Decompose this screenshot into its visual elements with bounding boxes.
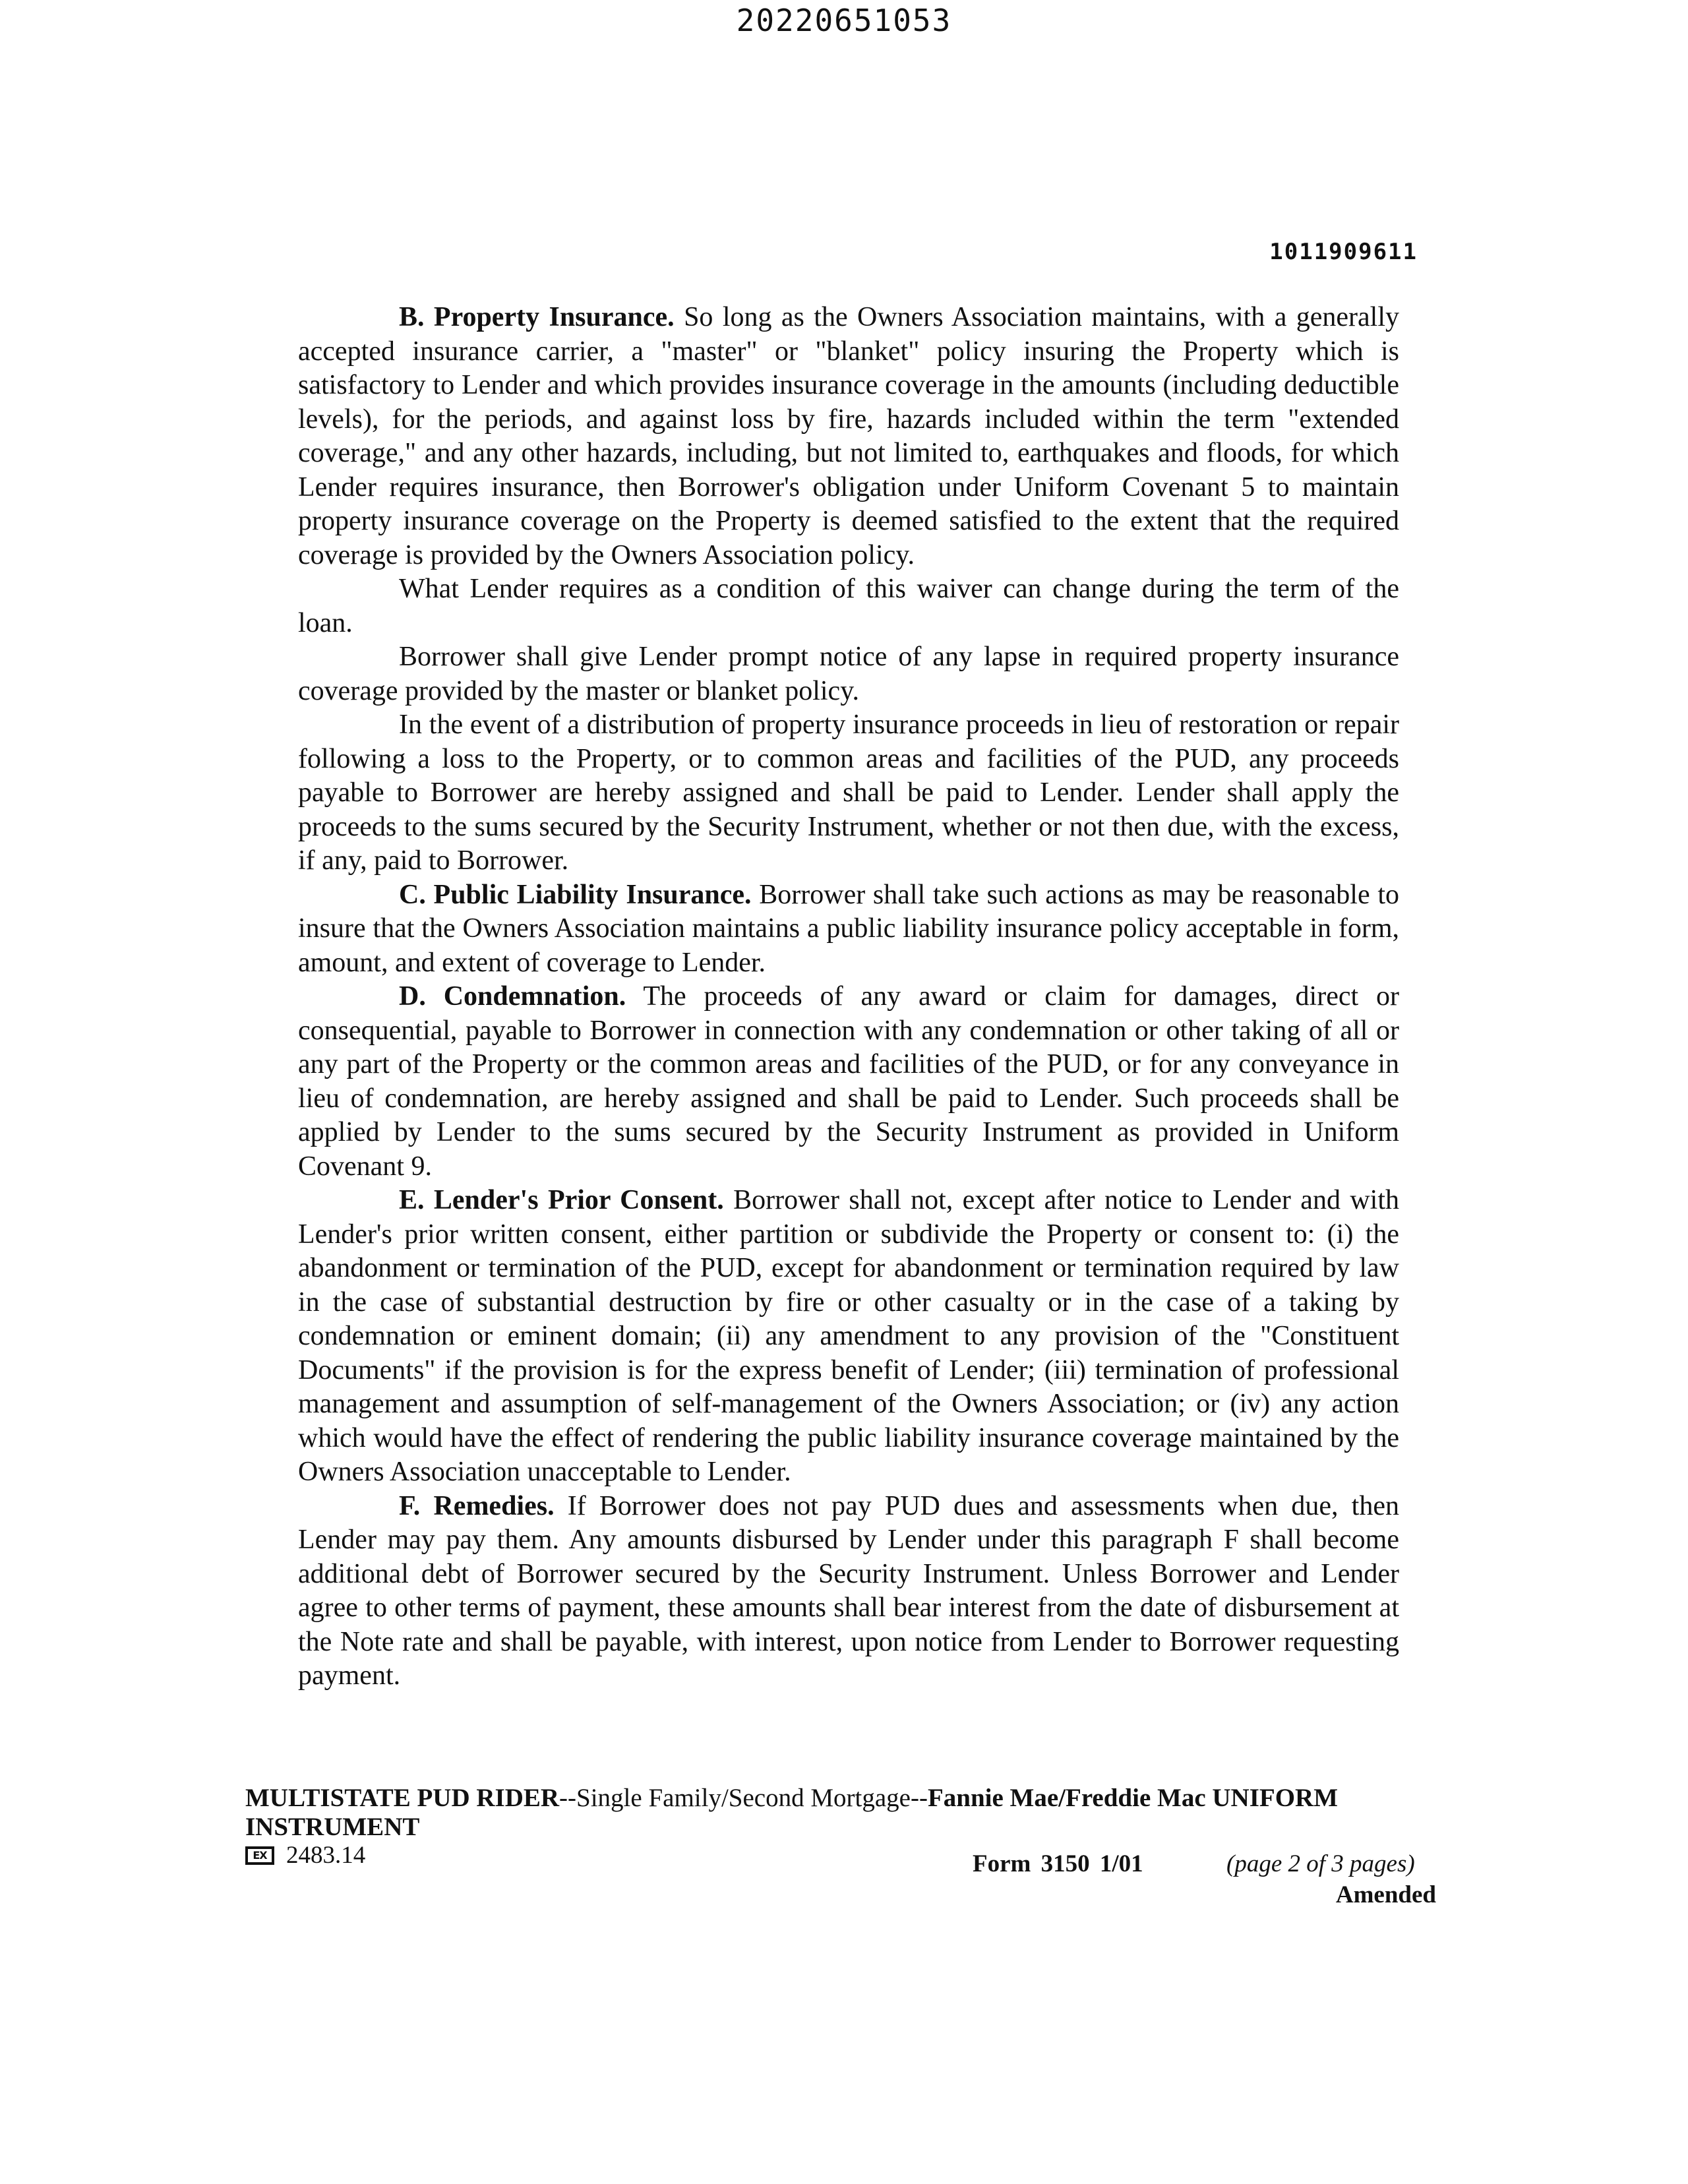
section-f-text: If Borrower does not pay PUD dues and assessments when due, then Lender may pay them. Any amounts disbursed by Lender under this paragraph F shall become additional debt of Borrower secured by the Security Instrument. Unless Borrower and Lender agree to other terms of payment, these amounts shall bear interest from the date of disbursement at the Note rate and shall be payable, with interest, upon notice from Lender to Borrower requesting payment. bbox=[298, 1490, 1399, 1691]
section-d-heading: D. Condemnation. bbox=[399, 981, 626, 1012]
section-b-paragraph-2: What Lender requires as a condition of this waiver can change during the term of the loan. bbox=[298, 574, 1399, 638]
section-d-condemnation bbox=[298, 980, 1399, 1184]
footer-form-code bbox=[245, 1841, 365, 1870]
loan-number: 1011909611 bbox=[1269, 239, 1418, 265]
section-b-text: So long as the Owners Association maintains, with a generally accepted insurance carrier, a "master" or "blanket" policy insuring the Property which is satisfactory to Lender and which provides insurance coverage in the amounts (including deductible levels), for the periods, and against loss by fire, hazards included within the term "extended coverage," and any other hazards, including, but not limited to, earthquakes and floods, for which Lender requires insurance, then Borrower's obligation under Uniform Covenant 5 to maintain property insurance coverage on the Property is deemed satisfied to the extent that the required coverage is provided by the Owners Association policy. bbox=[298, 302, 1399, 570]
section-f-heading: F. Remedies. bbox=[399, 1490, 555, 1521]
section-c-public-liability bbox=[298, 878, 1399, 981]
section-b-paragraph-4: In the event of a distribution of property insurance proceeds in lieu of restoration or repair following a loss to the Property, or to common areas and facilities of the PUD, any proceeds payable to Borrower are hereby assigned and shall be paid to Lender. Lender shall apply the proceeds to the sums secured by the Security Instrument, whether or not then due, with the excess, if any, paid to Borrower. bbox=[298, 710, 1399, 876]
document-number: 20220651053 bbox=[736, 3, 952, 38]
footer-title-instrument: Fannie Mae/Freddie Mac UNIFORM INSTRUMENT bbox=[245, 1784, 1339, 1841]
form-code: 2483.14 bbox=[286, 1842, 366, 1869]
form-id: Form 3150 1/01 bbox=[973, 1850, 1143, 1877]
section-d-text: The proceeds of any award or claim for damages, direct or consequential, payable to Borrower in connection with any condemnation or other taking of all or any part of the Property or the common areas and facilities of the PUD, or for any conveyance in lieu of condemnation, are hereby assigned and shall be paid to Lender. Such proceeds shall be applied by Lender to the sums secured by the Security Instrument as provided in Uniform Covenant 9. bbox=[298, 981, 1399, 1182]
section-b-property-insurance bbox=[298, 301, 1399, 572]
section-b-paragraph-3: Borrower shall give Lender prompt notice of any lapse in required property insurance coverage provided by the master or blanket policy. bbox=[298, 642, 1399, 706]
footer-title-type: --Single Family/Second Mortgage-- bbox=[559, 1784, 928, 1812]
footer-title-rider: MULTISTATE PUD RIDER bbox=[245, 1784, 560, 1812]
section-f-remedies bbox=[298, 1490, 1399, 1693]
footer-title bbox=[245, 1784, 1432, 1842]
section-c-heading: C. Public Liability Insurance. bbox=[399, 879, 752, 910]
section-c-text: Borrower shall take such actions as may be reasonable to insure that the Owners Association maintains a public liability insurance policy acceptable in form, amount, and extent of coverage to Lender. bbox=[298, 879, 1399, 978]
section-e-text: Borrower shall not, except after notice to Lender and with Lender's prior written consent, either partition or subdivide the Property or consent to: (i) the abandonment or termination of the PUD, except for abandonment or termination required by law in the case of substantial destruction by fire or other casualty or in the case of a taking by condemnation or eminent domain; (ii) any amendment to any provision of the "Constituent Documents" if the provision is for the express benefit of Lender; (iii) termination of professional management and assumption of self-management of the Owners Association; or (iv) any action which would have the effect of rendering the public liability insurance coverage maintained by the Owners Association unacceptable to Lender. bbox=[298, 1185, 1399, 1487]
amended-label: Amended bbox=[1335, 1881, 1436, 1908]
section-e-heading: E. Lender's Prior Consent. bbox=[399, 1185, 724, 1215]
rider-body bbox=[298, 301, 1399, 1693]
section-b-heading: B. Property Insurance. bbox=[399, 302, 675, 332]
page-indicator: (page 2 of 3 pages) bbox=[1226, 1850, 1415, 1877]
form-logo-icon: EX bbox=[245, 1846, 274, 1865]
section-e-prior-consent bbox=[298, 1184, 1399, 1490]
